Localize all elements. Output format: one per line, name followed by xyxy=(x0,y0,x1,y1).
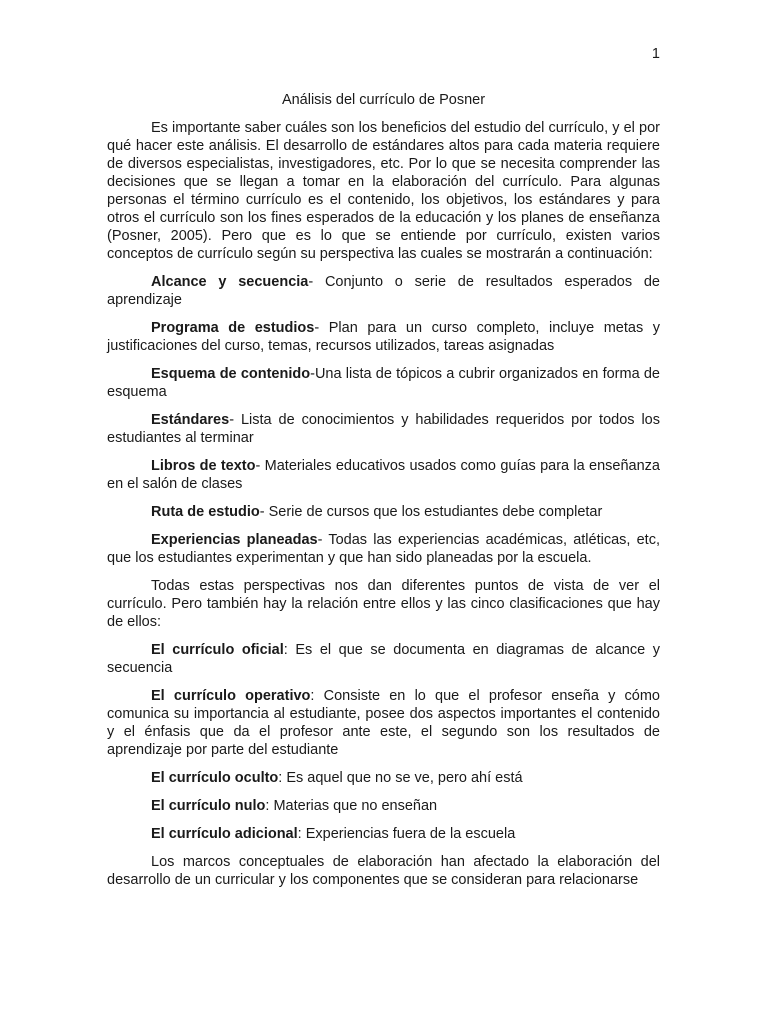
concept-term: Experiencias planeadas xyxy=(151,532,318,548)
classification-paragraph xyxy=(107,687,660,759)
concept-definition: -Una lista de tópicos a cubrir organizados en forma de esquema xyxy=(107,366,660,400)
concept-definition: - Materiales educativos usados como guías para la enseñanza en el salón de clases xyxy=(107,458,660,492)
concept-term: Ruta de estudio xyxy=(151,504,260,520)
transition-paragraph: Todas estas perspectivas nos dan diferentes puntos de vista de ver el currículo. Pero también hay la relación entre ellos y las cinco clasificaciones que hay de ellos: xyxy=(107,578,660,630)
page-number: 1 xyxy=(651,46,660,62)
concept-paragraph xyxy=(107,273,660,309)
classification-paragraph xyxy=(107,641,660,677)
concept-term: Programa de estudios xyxy=(151,320,315,336)
classification-definition: : Experiencias fuera de la escuela xyxy=(297,826,516,842)
classification-definition: : Consiste en lo que el profesor enseña y cómo comunica su importancia al estudiante, posee dos aspectos importantes el contenido y el énfasis que da el profesor ante este, el segundo son los resultados de aprendizaje por parte del estudiante xyxy=(107,688,660,758)
document-title: Análisis del currículo de Posner xyxy=(281,92,486,108)
concept-term: Estándares xyxy=(151,412,230,428)
classification-definition: : Es el que se documenta en diagramas de alcance y secuencia xyxy=(107,642,660,676)
concept-definition: - Serie de cursos que los estudiantes debe completar xyxy=(259,504,603,520)
classification-paragraph xyxy=(107,825,660,843)
concept-definition: - Todas las experiencias académicas, atléticas, etc, que los estudiantes experimentan y que han sido planeadas por la escuela. xyxy=(107,532,660,566)
classification-term: El currículo oculto xyxy=(151,770,279,786)
concept-term: Esquema de contenido xyxy=(151,366,311,382)
concept-term: Libros de texto xyxy=(151,458,256,474)
concept-definition: - Lista de conocimientos y habilidades requeridos por todos los estudiantes al terminar xyxy=(107,412,660,446)
closing-paragraph: Los marcos conceptuales de elaboración han afectado la elaboración del desarrollo de un curricular y los componentes que se consideran para relacionarse xyxy=(107,854,660,888)
classification-term: El currículo oficial xyxy=(151,642,284,658)
classification-term: El currículo operativo xyxy=(151,688,311,704)
classification-definition: : Materias que no enseñan xyxy=(265,798,438,814)
intro-paragraph: Es importante saber cuáles son los beneficios del estudio del currículo, y el por qué hacer este análisis. El desarrollo de estándares altos para cada materia requiere de diversos especialistas, investigadores, etc. Por lo que se necesita comprender las decisiones que se llegan a tomar en la elaboración del currículo. Para algunas personas el término currículo es el contenido, los objetivos, los estándares y para otros el currículo son los fines esperados de la educación y los planes de enseñanza (Posner, 2005). Pero que es lo que se entiende por currículo, existen varios conceptos de currículo según su perspectiva las cuales se mostrarán a continuación: xyxy=(107,120,660,262)
concept-definition: - Conjunto o serie de resultados esperados de aprendizaje xyxy=(107,274,660,308)
concept-definition: - Plan para un curso completo, incluye metas y justificaciones del curso, temas, recursos utilizados, tareas asignadas xyxy=(107,320,661,354)
concept-paragraph xyxy=(107,531,660,567)
classification-paragraph xyxy=(107,797,660,815)
concept-paragraph xyxy=(107,457,660,493)
document-body xyxy=(107,91,660,899)
classification-definition: : Es aquel que no se ve, pero ahí está xyxy=(278,770,523,786)
classification-paragraph xyxy=(107,769,660,787)
concept-paragraph xyxy=(107,319,660,355)
concept-paragraph xyxy=(107,503,660,521)
concept-term: Alcance y secuencia xyxy=(151,274,309,290)
classification-term: El currículo nulo xyxy=(151,798,266,814)
concept-paragraph xyxy=(107,411,660,447)
concept-paragraph xyxy=(107,365,660,401)
classification-term: El currículo adicional xyxy=(151,826,298,842)
